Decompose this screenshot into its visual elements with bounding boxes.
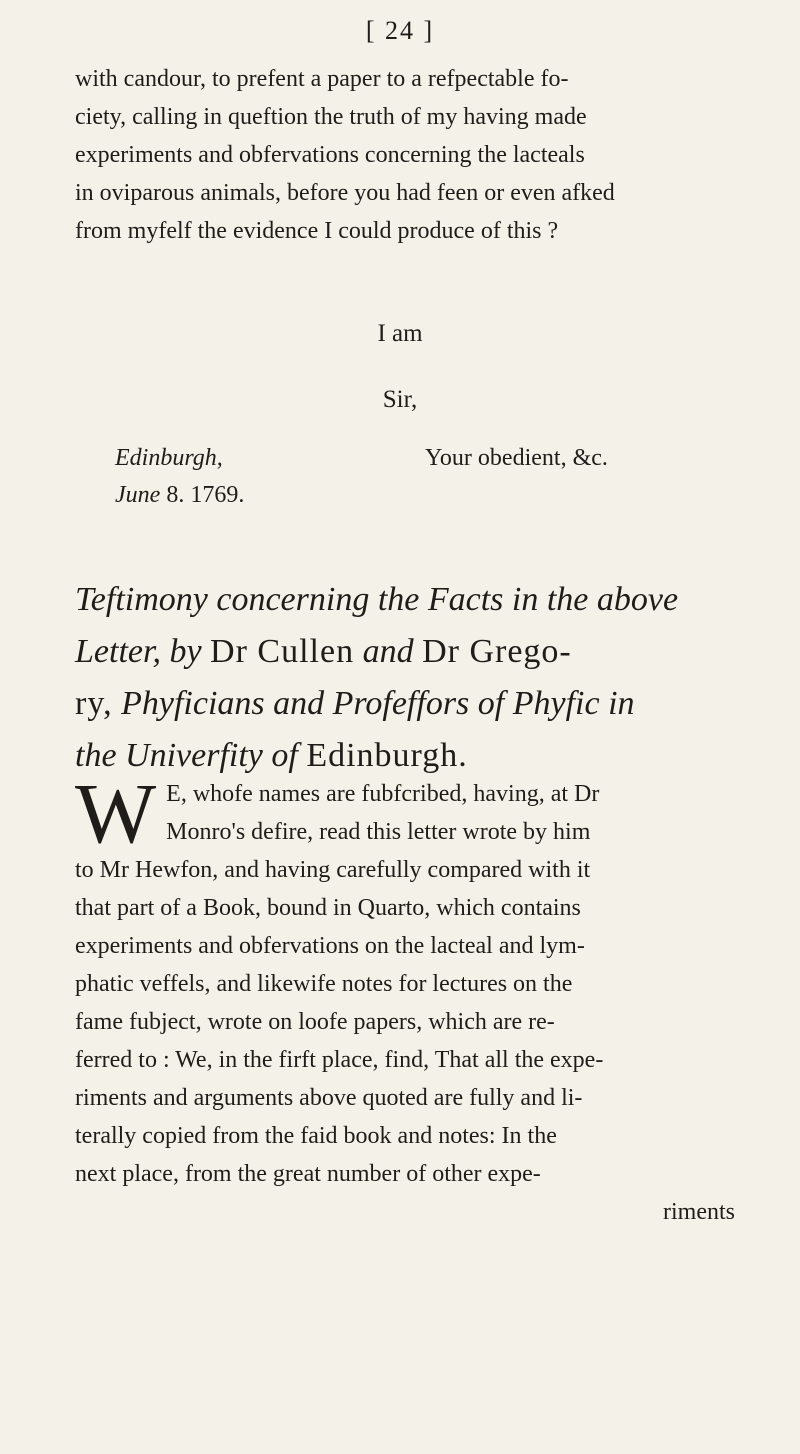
letter-place: Edinburgh,	[115, 445, 223, 471]
drop-cap: W	[75, 765, 157, 861]
text-line: ciety, calling in queftion the truth of my having made	[75, 104, 587, 130]
page-number: [ 24 ]	[365, 16, 435, 45]
text-line: terally copied from the faid book and notes: In the	[75, 1123, 557, 1149]
author-cullen: Dr Cullen	[210, 633, 355, 670]
heading-line	[75, 678, 745, 730]
heading-and: and	[362, 633, 414, 670]
author-gregory: Dr Grego-	[422, 633, 572, 670]
heading-text: Letter, by	[75, 633, 202, 670]
closing-signature: Your obedient, &c.	[425, 445, 608, 471]
text-line: experiments and obfervations on the lacteal and lym-	[75, 933, 585, 959]
text-line: riments and arguments above quoted are fully and li-	[75, 1085, 583, 1111]
testimony-body	[75, 765, 735, 1231]
heading-line: Teftimony concerning the Facts in the above	[75, 581, 679, 618]
text-line: E, whofe names are fubfcribed, having, at Dr	[166, 781, 600, 807]
heading-text: Phyficians and Profeffors of Phyfic in	[121, 685, 635, 722]
text-line: experiments and obfervations concerning the lacteals	[75, 142, 585, 168]
text-line: Monro's defire, read this letter wrote by him	[166, 819, 591, 845]
date-month: June	[115, 482, 161, 508]
text-line: ferred to : We, in the firft place, find, That all the expe-	[75, 1047, 604, 1073]
date-rest: 8. 1769.	[166, 482, 245, 508]
closing-i-am: I am	[377, 320, 423, 347]
text-line: with candour, to prefent a paper to a refpectable fo-	[75, 66, 569, 92]
text-line: fame fubject, wrote on loofe papers, which are re-	[75, 1009, 555, 1035]
text-line: to Mr Hewfon, and having carefully compared with it	[75, 857, 591, 883]
closing-sir: Sir,	[382, 386, 418, 413]
heading-line	[75, 626, 745, 678]
heading-text: the Univerfity of	[75, 737, 298, 774]
heading-city: Edinburgh.	[306, 737, 468, 774]
text-line: next place, from the great number of other expe-	[75, 1161, 541, 1187]
text-line: in oviparous animals, before you had feen or even afked	[75, 180, 615, 206]
catchword: riments	[663, 1199, 735, 1225]
letter-date	[115, 482, 244, 509]
paragraph-letter-end	[75, 60, 735, 250]
text-line: from myfelf the evidence I could produce of this ?	[75, 218, 559, 244]
text-line: that part of a Book, bound in Quarto, which contains	[75, 895, 581, 921]
section-heading	[75, 574, 745, 782]
author-gregory-end: ry,	[75, 685, 113, 722]
text-line: phatic veffels, and likewife notes for lectures on the	[75, 971, 573, 997]
